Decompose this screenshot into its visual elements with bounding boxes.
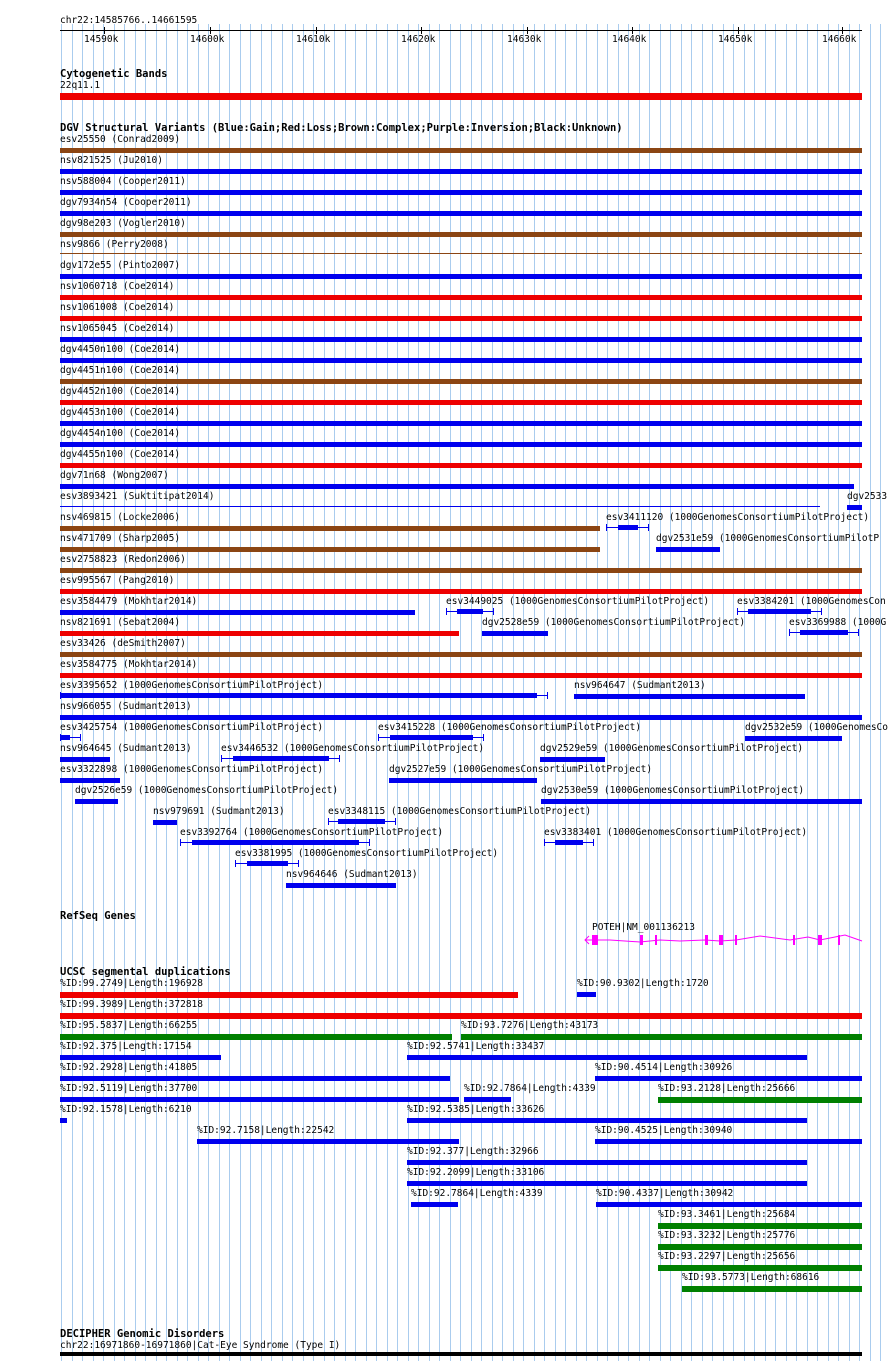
segdup-feature-label[interactable]: %ID:90.9302|Length:1720	[577, 978, 709, 989]
dgv-feature-label[interactable]: esv3348115 (1000GenomesConsortiumPilotProject)	[328, 806, 592, 817]
segdup-feature-label[interactable]: %ID:92.375|Length:17154	[60, 1041, 192, 1052]
track-title-decipher[interactable]: DECIPHER Genomic Disorders	[60, 1328, 225, 1340]
dgv-feature-label[interactable]: nsv1061008 (Coe2014)	[60, 302, 175, 313]
refseq-gene-exon	[838, 935, 840, 945]
dgv-feature-label[interactable]: nsv469815 (Locke2006)	[60, 512, 181, 523]
dgv-feature-label[interactable]: esv3322898 (1000GenomesConsortiumPilotProject)	[60, 764, 324, 775]
dgv-feature-label[interactable]: nsv964647 (Sudmant2013)	[574, 680, 706, 691]
refseq-gene-exon	[719, 935, 723, 945]
dgv-feature-label[interactable]: nsv471709 (Sharp2005)	[60, 533, 181, 544]
segdup-feature-label[interactable]: %ID:92.2928|Length:41805	[60, 1062, 198, 1073]
track-title-refseq[interactable]: RefSeq Genes	[60, 910, 136, 922]
refseq-gene-exon	[592, 935, 598, 945]
segdup-feature-label[interactable]: %ID:93.5773|Length:68616	[682, 1272, 820, 1283]
segdup-feature-label[interactable]: %ID:92.5741|Length:33437	[407, 1041, 545, 1052]
cyto-feature-label[interactable]: 22q11.1	[60, 80, 101, 91]
dgv-feature-label[interactable]: dgv4453n100 (Coe2014)	[60, 407, 181, 418]
ruler-tick-label: 14590k	[84, 34, 119, 45]
segdup-feature-label[interactable]: %ID:92.7158|Length:22542	[197, 1125, 335, 1136]
dgv-feature-label[interactable]: esv3383401 (1000GenomesConsortiumPilotProject)	[544, 827, 808, 838]
dgv-feature-label[interactable]: dgv98e203 (Vogler2010)	[60, 218, 186, 229]
segdup-feature-label[interactable]: %ID:90.4514|Length:30926	[595, 1062, 733, 1073]
segdup-feature-label[interactable]: %ID:92.5119|Length:37700	[60, 1083, 198, 1094]
refseq-gene-exon	[640, 935, 643, 945]
dgv-feature-label[interactable]: esv995567 (Pang2010)	[60, 575, 175, 586]
dgv-feature-label[interactable]: esv3392764 (1000GenomesConsortiumPilotProject)	[180, 827, 444, 838]
segdup-feature-label[interactable]: %ID:93.3461|Length:25684	[658, 1209, 796, 1220]
segdup-feature-label[interactable]: %ID:93.2128|Length:25666	[658, 1083, 796, 1094]
dgv-feature-label[interactable]: esv3381995 (1000GenomesConsortiumPilotProject)	[235, 848, 499, 859]
dgv-feature-label[interactable]: nsv979691 (Sudmant2013)	[153, 806, 285, 817]
dgv-feature-label[interactable]: nsv1060718 (Coe2014)	[60, 281, 175, 292]
dgv-feature-label[interactable]: dgv4455n100 (Coe2014)	[60, 449, 181, 460]
segdup-feature-label[interactable]: %ID:93.7276|Length:43173	[461, 1020, 599, 1031]
refseq-gene-exon	[735, 935, 737, 945]
dgv-feature-label[interactable]: dgv71n68 (Wong2007)	[60, 470, 169, 481]
dgv-feature-label[interactable]: dgv2526e59 (1000GenomesConsortiumPilotProject)	[75, 785, 339, 796]
dgv-feature-label[interactable]: esv3395652 (1000GenomesConsortiumPilotProject)	[60, 680, 324, 691]
dgv-feature-label[interactable]: esv3369988 (1000G	[789, 617, 887, 628]
ruler-tick-label: 14650k	[718, 34, 753, 45]
dgv-feature-label[interactable]: nsv588004 (Cooper2011)	[60, 176, 186, 187]
dgv-feature-label[interactable]: dgv2531e59 (1000GenomesConsortiumPilotP	[656, 533, 880, 544]
refseq-gene-exon	[793, 935, 795, 945]
refseq-gene-exon	[705, 935, 708, 945]
segdup-feature-label[interactable]: %ID:92.7864|Length:4339	[464, 1083, 596, 1094]
ruler-tick-label: 14630k	[507, 34, 542, 45]
decipher-feature-label[interactable]: chr22:16971860-16971860|Cat-Eye Syndrome (Type I)	[60, 1340, 341, 1351]
dgv-feature-label[interactable]: dgv172e55 (Pinto2007)	[60, 260, 181, 271]
dgv-feature-label[interactable]: dgv2527e59 (1000GenomesConsortiumPilotProject)	[389, 764, 653, 775]
dgv-feature-label[interactable]: dgv4450n100 (Coe2014)	[60, 344, 181, 355]
ruler-tick-label: 14660k	[822, 34, 857, 45]
segdup-feature-label[interactable]: %ID:95.5837|Length:66255	[60, 1020, 198, 1031]
track-title-cyto[interactable]: Cytogenetic Bands	[60, 68, 168, 80]
dgv-feature-label[interactable]: nsv964645 (Sudmant2013)	[60, 743, 192, 754]
dgv-feature-label[interactable]: dgv2532e59 (1000GenomesCo	[745, 722, 888, 733]
track-title-segdup[interactable]: UCSC segmental duplications	[60, 966, 231, 978]
dgv-feature-label[interactable]: dgv2533	[847, 491, 888, 502]
segdup-feature-label[interactable]: %ID:92.5385|Length:33626	[407, 1104, 545, 1115]
segdup-feature-label[interactable]: %ID:92.7864|Length:4339	[411, 1188, 543, 1199]
dgv-feature-label[interactable]: esv25550 (Conrad2009)	[60, 134, 181, 145]
dgv-feature-label[interactable]: dgv2529e59 (1000GenomesConsortiumPilotProject)	[540, 743, 804, 754]
refseq-gene-exon	[818, 935, 822, 945]
segdup-feature-label[interactable]: %ID:99.3989|Length:372818	[60, 999, 203, 1010]
dgv-feature-label[interactable]: esv3415228 (1000GenomesConsortiumPilotProject)	[378, 722, 642, 733]
dgv-feature-label[interactable]: nsv966055 (Sudmant2013)	[60, 701, 192, 712]
segdup-feature-label[interactable]: %ID:99.2749|Length:196928	[60, 978, 203, 989]
refseq-gene-exon	[655, 935, 657, 945]
ruler-tick-label: 14610k	[296, 34, 331, 45]
segdup-feature-label[interactable]: %ID:92.377|Length:32966	[407, 1146, 539, 1157]
dgv-feature-label[interactable]: nsv821691 (Sebat2004)	[60, 617, 181, 628]
dgv-feature-label[interactable]: esv3384201 (1000GenomesCon	[737, 596, 886, 607]
dgv-feature-label[interactable]: esv3584479 (Mokhtar2014)	[60, 596, 198, 607]
dgv-feature-label[interactable]: esv3893421 (Suktitipat2014)	[60, 491, 215, 502]
dgv-feature-label[interactable]: dgv7934n54 (Cooper2011)	[60, 197, 192, 208]
ruler-tick-label: 14620k	[401, 34, 436, 45]
dgv-feature-label[interactable]: nsv964646 (Sudmant2013)	[286, 869, 418, 880]
dgv-feature-label[interactable]: dgv4451n100 (Coe2014)	[60, 365, 181, 376]
dgv-feature-label[interactable]: esv3446532 (1000GenomesConsortiumPilotProject)	[221, 743, 485, 754]
segdup-feature-label[interactable]: %ID:90.4337|Length:30942	[596, 1188, 734, 1199]
dgv-feature-label[interactable]: esv2758823 (Redon2006)	[60, 554, 186, 565]
ruler-tick-label: 14600k	[190, 34, 225, 45]
dgv-feature-label[interactable]: dgv2528e59 (1000GenomesConsortiumPilotProject)	[482, 617, 746, 628]
dgv-feature-label[interactable]: nsv1065045 (Coe2014)	[60, 323, 175, 334]
dgv-feature-label[interactable]: nsv9866 (Perry2008)	[60, 239, 169, 250]
ruler-tick-label: 14640k	[612, 34, 647, 45]
segdup-feature-label[interactable]: %ID:93.2297|Length:25656	[658, 1251, 796, 1262]
segdup-feature-label[interactable]: %ID:92.2099|Length:33106	[407, 1167, 545, 1178]
dgv-feature-label[interactable]: esv3425754 (1000GenomesConsortiumPilotProject)	[60, 722, 324, 733]
region-label: chr22:14585766..14661595	[60, 15, 198, 26]
dgv-feature-label[interactable]: dgv4452n100 (Coe2014)	[60, 386, 181, 397]
refseq-gene-label[interactable]: POTEH|NM_001136213	[592, 922, 695, 933]
dgv-feature-label[interactable]: esv3411120 (1000GenomesConsortiumPilotProject)	[606, 512, 870, 523]
dgv-feature-label[interactable]: nsv821525 (Ju2010)	[60, 155, 163, 166]
dgv-feature-label[interactable]: esv33426 (deSmith2007)	[60, 638, 186, 649]
segdup-feature-label[interactable]: %ID:93.3232|Length:25776	[658, 1230, 796, 1241]
dgv-feature-label[interactable]: dgv4454n100 (Coe2014)	[60, 428, 181, 439]
segdup-feature-label[interactable]: %ID:90.4525|Length:30940	[595, 1125, 733, 1136]
dgv-feature-label[interactable]: dgv2530e59 (1000GenomesConsortiumPilotProject)	[541, 785, 805, 796]
dgv-feature-label[interactable]: esv3584775 (Mokhtar2014)	[60, 659, 198, 670]
segdup-feature-label[interactable]: %ID:92.1578|Length:6210	[60, 1104, 192, 1115]
track-title-dgv[interactable]: DGV Structural Variants (Blue:Gain;Red:Loss;Brown:Complex;Purple:Inversion;Black:Unknown)	[60, 122, 623, 134]
dgv-feature-label[interactable]: esv3449025 (1000GenomesConsortiumPilotProject)	[446, 596, 710, 607]
